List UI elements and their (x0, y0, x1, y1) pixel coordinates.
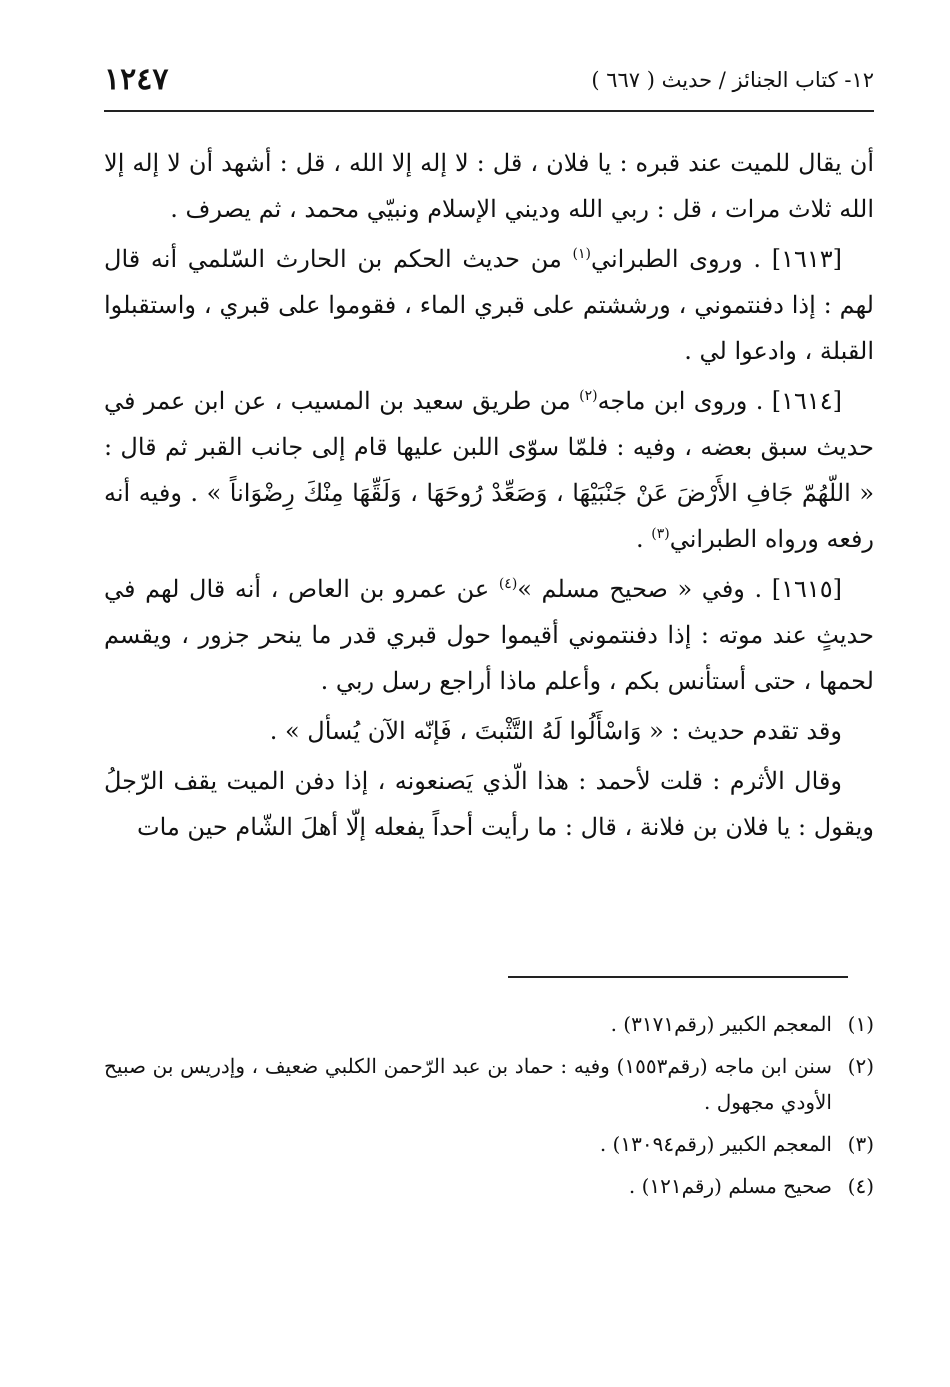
main-text (104, 140, 874, 854)
footnote-ref: (٤) (498, 576, 518, 592)
footnotes (104, 1006, 874, 1210)
footnote-text: المعجم الكبير (رقم١٣٠٩٤) . (599, 1132, 832, 1156)
footnote-number: (٤) (847, 1174, 874, 1198)
footnote-number: (٣) (847, 1132, 874, 1156)
footnote-text: المعجم الكبير (رقم٣١٧١) . (610, 1012, 832, 1036)
footnote (104, 1006, 874, 1042)
paragraph: وقد تقدم حديث : « وَاسْأَلُوا لَهُ التَّثْبتَ ، فَإنّه الآن يُسأل » . (269, 717, 842, 745)
paragraph: أن يقال للميت عند قبره : يا فلان ، قل : لا إله إلا الله ، قل : أشهد أن لا إله إلا الله ثلاث مرات ، قل : ربي الله وديني الإسلام ونبيّي محمد ، ثم يصرف . (104, 149, 874, 223)
header-rule (104, 110, 874, 112)
footnote-text: سنن ابن ماجه (رقم١٥٥٣) وفيه : حماد بن عبد الرّحمن الكلبي ضعيف ، وإدريس بن صبيح الأودي مجهول . (104, 1054, 832, 1114)
footnote-number: (١) (847, 1012, 874, 1036)
paragraph-1613: [١٦١٣] . وروى الطبراني$^{(١)}$ من حديث الحكم بن الحارث السّلمي أنه قال لهم : إذا دفنتموني ، ورششتم على قبري الماء ، فقوموا على قبري ، واستقبلوا القبلة ، وادعوا لي . (104, 245, 874, 365)
footnote-text: صحيح مسلم (رقم١٢١) . (628, 1174, 832, 1198)
footnote-number: (٢) (847, 1054, 874, 1078)
footnote (104, 1126, 874, 1162)
footnote-separator (508, 976, 848, 978)
footnote-ref: (٣) (651, 526, 670, 542)
footnote (104, 1168, 874, 1204)
paragraph: وقال الأثرم : قلت لأحمد : هذا الّذي يَصنعونه ، إذا دفن الميت يقف الرّجلُ ويقول : يا فلان بن فلانة ، قال : ما رأيت أحداً يفعله إلّا أهلَ الشّام حين مات (104, 767, 874, 841)
footnote-ref: (١) (572, 246, 591, 262)
paragraph-1615: [١٦١٥] . وفي « صحيح مسلم »$^{(٤)}$ عن عمرو بن العاص ، أنه قال لهم في حديثٍ عند موته : إذا دفنتموني أقيموا حول قبري قدر ما ينحر جزور ، ويقسم لحمها ، حتى أستأنس بكم ، وأعلم ماذا أراجع رسل ربي . (104, 575, 874, 695)
running-title: ١٢- كتاب الجنائز / حديث ( ٦٦٧ ) (591, 68, 874, 92)
page-header (104, 62, 874, 106)
paragraph-1614: [١٦١٤] . وروى ابن ماجه$^{(٢)}$ من طريق سعيد بن المسيب ، عن ابن عمر في حديث سبق بعضه ، وفيه : فلمّا سوّى اللبن عليها قام إلى جانب القبر ثم قال : « اللّهُمّ جَافِ الأَرْضَ عَنْ جَنْبَيْهَا ، وَصَعِّدْ رُوحَهَا ، وَلَقِّهَا مِنْكَ رِضْوَاناً » . وفيه أنه رفعه ورواه الطبراني$^{(٣)}$ . (104, 387, 874, 553)
footnote-ref: (٢) (579, 388, 598, 404)
page-number: ١٢٤٧ (104, 62, 169, 97)
footnote (104, 1048, 874, 1120)
